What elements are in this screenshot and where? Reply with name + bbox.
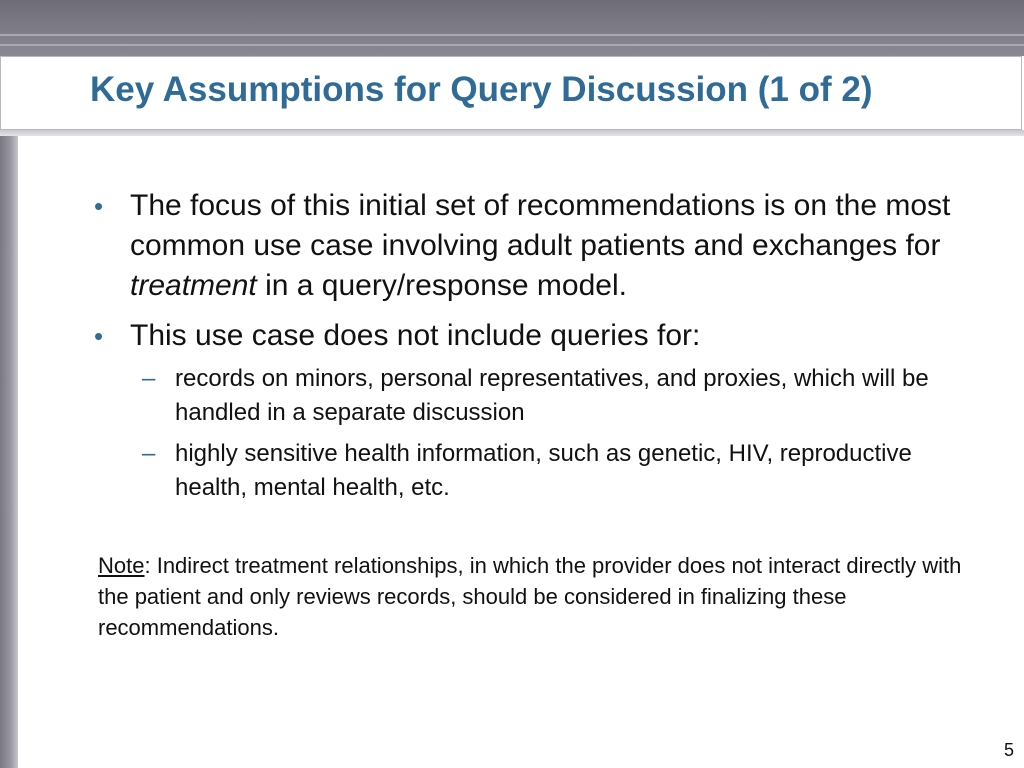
note-paragraph	[98, 550, 978, 643]
sub-bullet-marker: –	[142, 440, 156, 467]
bullet-list	[90, 186, 990, 512]
bullet-marker: •	[94, 321, 104, 351]
bullet-marker: •	[94, 191, 104, 221]
left-side-band	[0, 136, 18, 768]
title-divider	[0, 130, 1024, 136]
sub-bullet-item	[90, 437, 990, 505]
bullet-item	[90, 186, 990, 306]
page-number: 5	[1003, 740, 1014, 760]
sub-bullet-marker: –	[142, 365, 156, 392]
sub-bullet-text: records on minors, personal representatives, and proxies, which will be handled in a separate discussion	[175, 365, 929, 426]
bullet-text: in a query/response model.	[256, 269, 627, 302]
sub-bullet-text: highly sensitive health information, such as genetic, HIV, reproductive health, mental health, etc.	[175, 440, 912, 501]
header-band	[0, 0, 1024, 56]
bullet-text: The focus of this initial set of recommendations is on the most common use case involving adult patients and exchanges for	[130, 189, 951, 262]
bullet-text: This use case does not include queries for:	[130, 319, 701, 352]
bullet-emphasis: treatment	[130, 269, 257, 302]
slide-title: Key Assumptions for Query Discussion (1 of 2)	[90, 70, 873, 109]
note-label: Note	[98, 553, 145, 578]
header-stripe	[0, 44, 1024, 46]
note-text: : Indirect treatment relationships, in which the provider does not interact directly with the patient and only reviews records, should be considered in finalizing these recommendations.	[98, 553, 962, 640]
sub-bullet-item	[90, 362, 990, 430]
header-stripe	[0, 34, 1024, 36]
bullet-item	[90, 316, 990, 356]
